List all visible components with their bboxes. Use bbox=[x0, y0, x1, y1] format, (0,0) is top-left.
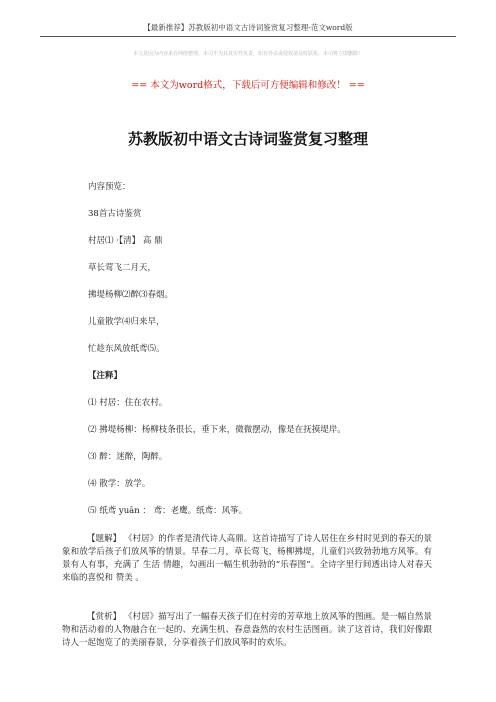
poem-line: 拂堤杨柳⑵醉⑶春烟。 bbox=[88, 290, 174, 300]
note-item: ⑵ 拂堤杨柳：杨柳枝条很长，垂下来，微微摆动，像是在抚摸堤岸。 bbox=[88, 425, 346, 435]
poem-title: 村居⑴ ·【清】 高 鼎 bbox=[88, 236, 163, 246]
disclaimer-text: 本文是因为内容来自网络整理，本司不为其真实性负责，如有异议或侵权请及时联系，本司将立即删除！ bbox=[132, 51, 363, 57]
format-notice: == 本文为word格式，下载后可方便编辑和修改！ == bbox=[131, 80, 365, 91]
poem-line: 忙趁东风放纸鸢⑸。 bbox=[88, 344, 165, 354]
explanation-paragraph: 【题解】 《村居》的作者是清代诗人高鼎。这首诗描写了诗人居住在乡村时见到的春天的景象和放学后孩子们放风筝的情景。早春二月，草长莺飞，杨柳拂堤，儿童们兴致勃勃地方风筝。有景有人有事，充满了 生活 情趣，勾画出一幅生机勃勃的“乐春图”。全诗字里行间透出诗人对春天来临的喜悦和 赞美 。 bbox=[62, 534, 432, 583]
note-item: ⑷ 散学：放学。 bbox=[88, 479, 151, 489]
note-item: ⑴ 村居：住在农村。 bbox=[88, 398, 168, 408]
poem-line: 草长莺飞二月天， bbox=[88, 263, 157, 273]
notes-heading: 【注释】 bbox=[88, 371, 123, 381]
note-item: ⑶ 醉：迷醉，陶醉。 bbox=[88, 452, 168, 462]
document-title: 苏教版初中语文古诗词鉴赏复习整理 bbox=[127, 130, 368, 148]
note-item: ⑸ 纸鸢 yuān ： 鸢：老鹰。纸鸢：风筝。 bbox=[88, 506, 248, 516]
preview-label: 内容预览： bbox=[88, 182, 131, 192]
section-heading: 38首古诗鉴赏 bbox=[88, 209, 142, 219]
page-header: 【最新推荐】苏教版初中语文古诗词鉴赏复习整理-范文word版 bbox=[40, 22, 456, 37]
appreciation-paragraph: 【赏析】 《村居》描写出了一幅春天孩子们在村旁的芳草地上放风筝的图画。是一幅自然景物和活动着的人物融合在一起的、充满生机、春意盎然的农村生活图画。读了这首诗，我们好像跟诗人一起饱览了的美丽春景，分享着孩子们放风筝时的欢乐。 bbox=[62, 612, 432, 648]
poem-line: 儿童散学⑷归来早， bbox=[88, 317, 165, 327]
